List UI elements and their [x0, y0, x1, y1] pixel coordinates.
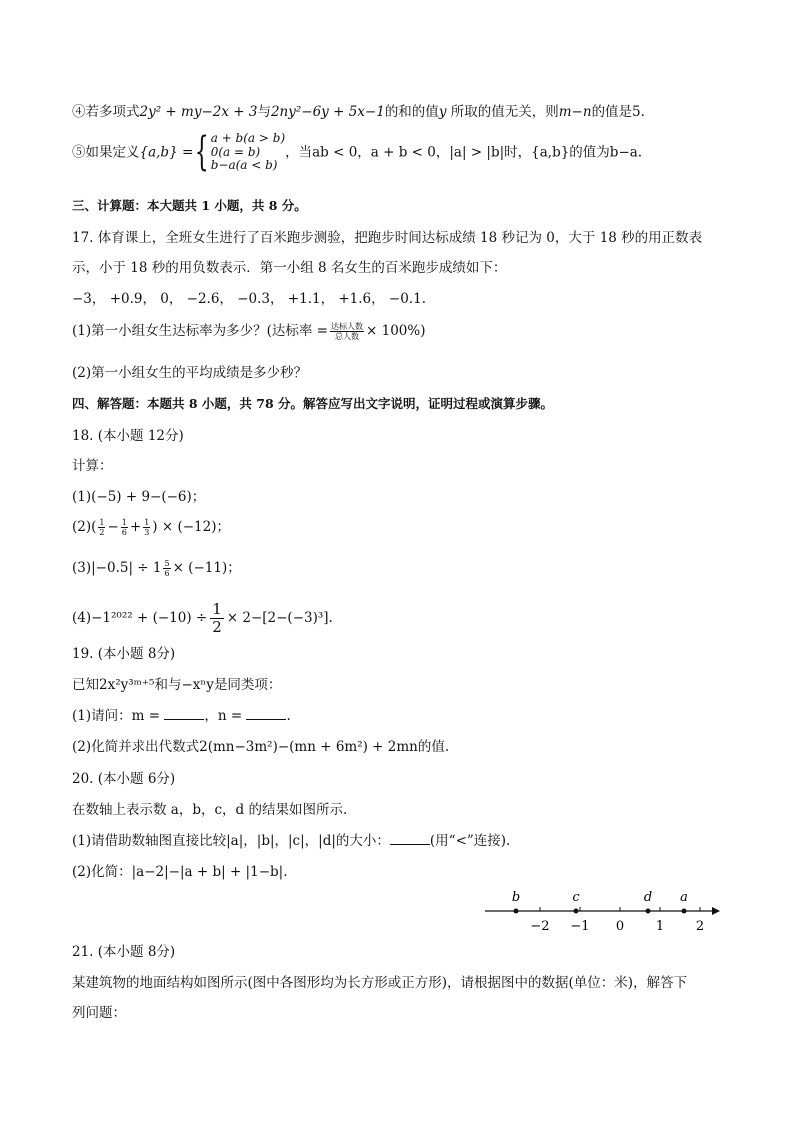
- axis-arrow-icon: [712, 907, 720, 915]
- minus-sign: −: [107, 519, 119, 535]
- q18-p2-pre: (2)(: [72, 519, 97, 535]
- section-4-heading: 四、解答题：本题共 8 小题，共 78 分。解答应写出文字说明，证明过程或演算步骤。: [72, 396, 554, 411]
- q17-part1: [72, 322, 425, 341]
- item5-prefix: ⑤如果定义: [72, 144, 140, 161]
- q17-data: −3， +0.9， 0， −2.6， −0.3， +1.1， +1.6， −0.1.: [72, 291, 427, 307]
- p4-den: 2: [212, 618, 222, 636]
- axis-tick-label: −2: [530, 919, 550, 934]
- q17-p1-post: × 100%): [366, 323, 426, 339]
- q18-p2-post: ) × (−12)；: [152, 519, 230, 535]
- item4-end: 的值是5.: [591, 104, 645, 120]
- q18-heading: 18. (本小题 12分): [72, 428, 184, 444]
- fraction-half: [98, 518, 105, 537]
- compare-answer-blank[interactable]: [390, 832, 430, 845]
- item4-prefix: ④若多项式: [72, 104, 140, 120]
- case-3: b−a(a < b): [210, 158, 278, 172]
- q21-line2: 列问题：: [72, 1005, 126, 1021]
- q18-p4-post: × 2−[2−(−3)³].: [226, 610, 333, 626]
- section-3-heading: 三、计算题：本大题共 1 小题，共 8 分。: [72, 198, 307, 213]
- q18-part3: [72, 559, 241, 578]
- q21-line1: 某建筑物的地面结构如图所示(图中各图形均为长方形或正方形)，请根据图中的数据(单位：米)，解答下: [72, 975, 688, 991]
- piecewise-cases: [211, 132, 285, 173]
- q17-p1-pre: (1)第一小组女生达标率为多少？(达标率 =: [72, 323, 328, 339]
- q20-intro: 在数轴上表示数 a，b，c，d 的结果如图所示.: [72, 802, 348, 818]
- mixed-fraction: [163, 559, 170, 578]
- q19-p1-mid: ，n =: [204, 708, 243, 724]
- q17-part2: (2)第一小组女生的平均成绩是多少秒？: [72, 365, 308, 381]
- item4-tail: 的和的值: [384, 104, 439, 120]
- axis-point-label-d: d: [643, 890, 653, 905]
- item4-tail2: 所取的值无关，则: [446, 104, 559, 120]
- item-5: [72, 129, 643, 176]
- fraction-third: [143, 518, 150, 537]
- n-answer-blank[interactable]: [246, 707, 286, 720]
- rate-fraction: [330, 322, 364, 341]
- q18-intro: 计算：: [72, 458, 113, 474]
- axis-point-label-a: a: [680, 890, 688, 905]
- case-1: a + b(a > b): [210, 131, 286, 145]
- q18-part1: (1)(−5) + 9−(−6)；: [72, 489, 206, 505]
- q18-part4: [72, 601, 333, 636]
- fraction-half-large: [210, 601, 224, 636]
- f1-den: 2: [99, 528, 105, 537]
- p3-den: 6: [164, 569, 170, 578]
- q19-p1-pre: (1)请问：m =: [72, 708, 161, 724]
- rate-denominator: 总人数: [335, 332, 359, 341]
- item4-poly1: 2y² + my−2x + 3: [139, 104, 258, 120]
- left-brace-icon: {: [194, 129, 209, 176]
- f3-den: 3: [144, 528, 150, 537]
- item5-set: {a,b} =: [139, 144, 194, 161]
- axis-tick-label: −1: [570, 919, 590, 934]
- axis-point-c: [574, 909, 579, 914]
- axis-point-a: [682, 909, 687, 914]
- q20-p1-pre: (1)请借助数轴图直接比较|a|，|b|，|c|，|d|的大小：: [72, 833, 390, 849]
- axis-tick-label: 2: [695, 919, 705, 934]
- f3-num: 1: [144, 518, 150, 527]
- item4-poly2: 2ny²−6y + 5x−1: [270, 104, 385, 120]
- q20-p1-post: (用“<”连接).: [429, 833, 511, 849]
- axis-tick-label: 0: [615, 919, 625, 934]
- q18-p3-post: × (−11)；: [172, 560, 241, 576]
- case-2: 0(a = b): [210, 144, 261, 159]
- m-answer-blank[interactable]: [164, 707, 204, 720]
- q17-line1: 17. 体育课上，全班女生进行了百米跑步测验，把跑步时间达标成绩 18 秒记为 0，大于 18 秒的用正数表: [72, 230, 703, 246]
- q19-heading: 19. (本小题 8分): [72, 646, 176, 662]
- f1-num: 1: [99, 518, 105, 527]
- q19-p1-end: .: [286, 708, 291, 724]
- q18-part2: [72, 518, 230, 537]
- q18-p3-pre: (3)|−0.5| ÷ 1: [72, 560, 162, 576]
- item4-mid: 与: [257, 104, 271, 120]
- axis-tick-label: 1: [655, 919, 665, 934]
- q20-part1: [72, 832, 510, 850]
- p4-num: 1: [212, 600, 222, 618]
- fraction-sixth: [121, 518, 128, 537]
- q17-line2: 示，小于 18 秒的用负数表示．第一小组 8 名女生的百米跑步成绩如下：: [72, 260, 507, 276]
- item5-condition: ，当ab < 0，a + b < 0，|a| > |b|时，{a,b}的值为b−a.: [285, 144, 643, 161]
- rate-numerator: 达标人数: [331, 322, 363, 331]
- q18-p4-pre: (4)−1²⁰²² + (−10) ÷: [72, 610, 208, 626]
- q19-part1: [72, 707, 291, 725]
- f2-num: 1: [121, 518, 127, 527]
- item4-expr: m−n: [558, 104, 592, 120]
- f2-den: 6: [121, 528, 127, 537]
- axis-point-b: [514, 909, 519, 914]
- q19-part2: (2)化简并求出代数式2(mn−3m²)−(mn + 6m²) + 2mn的值.: [72, 739, 450, 755]
- q19-intro: 已知2x²y³ᵐ⁺⁵和与−xⁿy是同类项：: [72, 677, 282, 693]
- axis-point-label-b: b: [511, 890, 521, 905]
- number-line-figure: [475, 885, 725, 935]
- plus-sign: +: [129, 519, 142, 535]
- item4-var: y: [438, 104, 447, 120]
- axis-point-d: [646, 909, 651, 914]
- p3-num: 5: [164, 559, 170, 568]
- q21-heading: 21. (本小题 8分): [72, 944, 176, 960]
- q20-heading: 20. (本小题 6分): [72, 771, 176, 787]
- q20-part2: (2)化简：|a−2|−|a + b| + |1−b|.: [72, 864, 288, 880]
- item-4: [72, 103, 645, 121]
- axis-point-label-c: c: [572, 890, 580, 905]
